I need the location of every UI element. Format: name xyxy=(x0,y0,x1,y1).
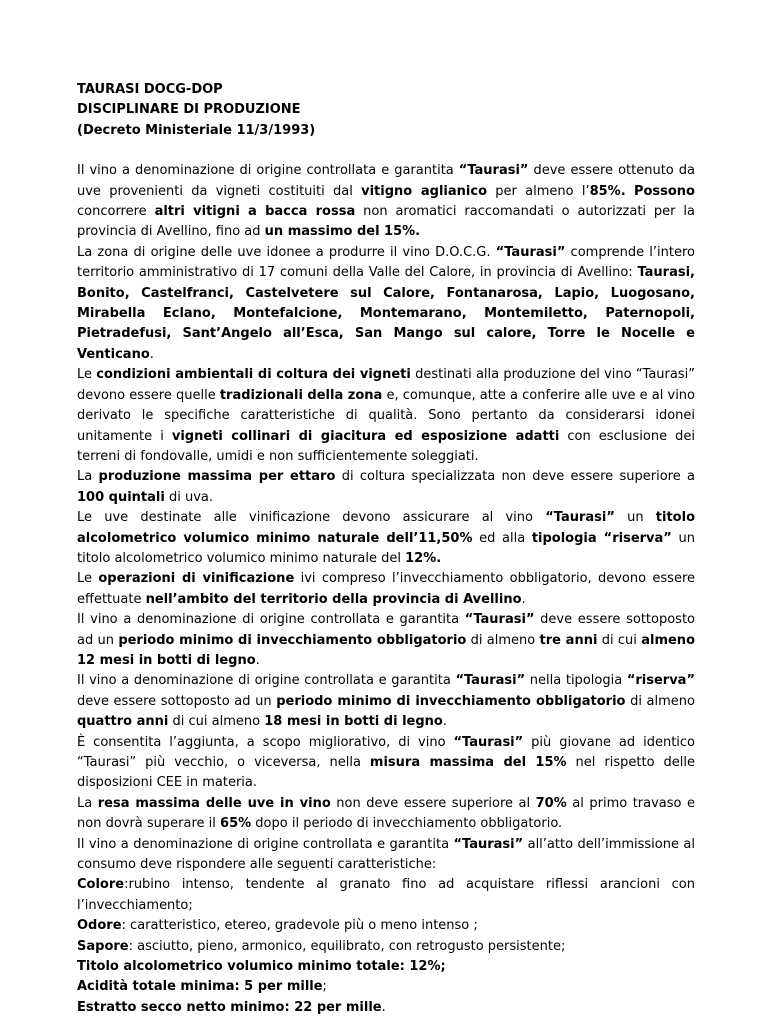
bold-text: “Taurasi” xyxy=(545,510,615,526)
paragraph xyxy=(77,977,695,997)
text-run: :rubino intenso, tendente al granato fino ad acquistare riflessi arancioni con l’invecchiamento; xyxy=(77,877,695,913)
paragraph xyxy=(77,671,695,732)
bold-text: produzione massima per ettaro xyxy=(98,469,336,485)
text-run: al primo travaso e non dovrà superare il xyxy=(77,795,696,832)
paragraph xyxy=(77,161,695,243)
text-run: . xyxy=(255,652,260,668)
bold-text: periodo minimo di invecchiamento obbligatorio xyxy=(276,693,626,709)
bold-text: tradizionali della zona xyxy=(219,387,383,403)
document-subtitle: DISCIPLINARE DI PRODUZIONE xyxy=(77,102,301,118)
paragraph xyxy=(77,875,695,916)
paragraph xyxy=(77,835,695,876)
bold-text: 12%. xyxy=(405,550,442,566)
text-run: Le uve destinate alle vinificazione devono assicurare al vino xyxy=(77,510,546,526)
bold-text: resa massima delle uve in vino xyxy=(97,795,331,811)
bold-text: Sapore xyxy=(77,938,129,954)
bold-text: Odore xyxy=(77,918,122,934)
text-run: per almeno l’ xyxy=(487,183,590,199)
text-run: un titolo alcolometrico volumico minimo naturale del xyxy=(77,530,695,566)
bold-text: misura massima del 15% xyxy=(369,755,567,770)
bold-text: 65% xyxy=(220,816,252,832)
decree-reference: (Decreto Ministeriale 11/3/1993) xyxy=(77,122,316,138)
paragraph xyxy=(77,916,695,936)
text-run: deve essere ottenuto da uve provenienti da vigneti costituiti dal xyxy=(77,163,695,199)
text-run: ivi compreso l’invecchiamento obbligatorio, devono essere effettuate xyxy=(77,571,696,607)
paragraph xyxy=(77,508,695,569)
bold-text: nell’ambito del territorio della provincia di Avellino xyxy=(145,591,522,607)
document-title: TAURASI DOCG-DOP xyxy=(77,82,223,97)
bold-text: “Taurasi” xyxy=(453,734,524,750)
text-run: comprende l’intero territorio amministrativo di 17 comuni della Valle del Calore, in provincia di Avellino: xyxy=(77,244,695,281)
bold-text: tipologia “riserva” xyxy=(531,530,672,546)
text-run: di cui almeno xyxy=(168,714,265,730)
bold-text: operazioni di vinificazione xyxy=(98,571,295,587)
paragraph xyxy=(77,937,695,957)
text-run: . xyxy=(149,346,154,362)
text-run: non aromatici raccomandati o autorizzati per la provincia di Avellino, fino ad xyxy=(77,204,695,240)
bold-text: Estratto secco netto minimo: 22 per mille xyxy=(77,999,382,1015)
bold-text: almeno 12 mesi in botti di legno xyxy=(77,632,695,668)
text-run: concorrere xyxy=(77,204,155,220)
text-run: nel rispetto delle disposizioni CEE in materia. xyxy=(77,755,695,791)
bold-text: altri vitigni a bacca rossa xyxy=(154,204,356,220)
bold-text: periodo minimo di invecchiamento obbligatorio xyxy=(118,632,467,648)
paragraph xyxy=(77,569,695,610)
text-run: . xyxy=(521,591,526,607)
text-run: . xyxy=(442,714,447,730)
text-run: La xyxy=(77,469,99,485)
text-run: ed alla xyxy=(472,530,532,546)
bold-text: 100 quintali xyxy=(77,489,165,505)
bold-text: un massimo del 15%. xyxy=(264,224,421,240)
bold-text: 70% xyxy=(535,795,567,811)
text-run: È consentita l’aggiunta, a scopo migliorativo, di vino xyxy=(77,734,454,750)
bold-text: titolo alcolometrico volumico minimo naturale dell’11,50% xyxy=(77,510,695,546)
bold-text: Taurasi, Bonito, Castelfranci, Castelvetere sul Calore, Fontanarosa, Lapio, Luogosano, Mirabella Eclano, Montefalcione, Montemarano, Montemiletto, Paternopoli, Pietradefusi, Sant’Angelo all’Esca, San Mango sul calore, Torre le Nocelle e Venticano xyxy=(77,265,695,362)
text-run xyxy=(626,184,634,199)
text-run: Le xyxy=(77,571,99,587)
bold-text: Acidità totale minima: 5 per mille xyxy=(77,979,323,995)
text-run: deve essere sottoposto ad un xyxy=(77,693,277,709)
text-run: più giovane ad identico “Taurasi” più vecchio, o viceversa, nella xyxy=(77,734,696,770)
bold-text: vigneti collinari di giacitura ed esposizione adatti xyxy=(171,428,560,444)
document-header xyxy=(77,80,695,141)
document-body xyxy=(77,161,695,1018)
paragraph xyxy=(77,733,695,794)
bold-text: “Taurasi” xyxy=(455,673,526,689)
text-run: un xyxy=(614,510,656,526)
text-run: deve essere sottoposto ad un xyxy=(77,612,695,648)
text-run: La xyxy=(77,795,98,811)
text-run: di almeno xyxy=(625,693,695,709)
paragraph xyxy=(77,365,695,467)
text-run: ; xyxy=(322,979,327,995)
bold-text: tre anni xyxy=(539,632,598,648)
document-page xyxy=(77,80,695,1018)
text-run: : caratteristico, etereo, gradevole più o meno intenso ; xyxy=(121,918,478,934)
paragraph xyxy=(77,243,695,365)
text-run: non deve essere superiore al xyxy=(330,795,536,811)
bold-text: quattro anni xyxy=(77,714,169,730)
bold-text: Colore xyxy=(77,877,125,893)
text-run: Il vino a denominazione di origine controllata e garantita xyxy=(77,612,465,628)
paragraph xyxy=(77,794,695,835)
bold-text: vitigno aglianico xyxy=(361,183,487,199)
paragraph xyxy=(77,610,695,671)
text-run: La zona di origine delle uve idonee a produrre il vino D.O.C.G. xyxy=(77,244,496,260)
text-run: Le xyxy=(77,367,97,383)
bold-text: Possono xyxy=(633,183,695,199)
bold-text: “riserva” xyxy=(626,673,695,689)
bold-text: “Taurasi” xyxy=(458,163,529,179)
text-run: e, comunque, atte a conferire alle uve e al vino derivato le specifiche caratteristiche di qualità. Sono pertanto da considerarsi idonei unitamente i xyxy=(77,387,696,444)
text-run: destinati alla produzione del vino “Taurasi” devono essere quelle xyxy=(77,367,695,403)
text-run: . xyxy=(381,999,386,1015)
paragraph xyxy=(77,957,695,977)
bold-text: “Taurasi” xyxy=(464,612,535,628)
text-run: nella tipologia xyxy=(525,673,627,689)
bold-text: condizioni ambientali di coltura dei vigneti xyxy=(96,367,411,383)
text-run: : asciutto, pieno, armonico, equilibrato, con retrogusto persistente; xyxy=(128,938,566,954)
text-run: di coltura specializzata non deve essere superiore a xyxy=(335,469,695,485)
text-run: Il vino a denominazione di origine controllata e garantita xyxy=(77,163,459,179)
text-run: con esclusione dei terreni di fondovalle, umidi e non sufficientemente soleggiati. xyxy=(77,428,695,464)
text-run: Il vino a denominazione di origine controllata e garantita xyxy=(77,673,456,689)
text-run: di cui xyxy=(597,632,642,648)
paragraph xyxy=(77,998,695,1018)
text-run: all’atto dell’immissione al consumo deve rispondere alle seguenti caratteristiche: xyxy=(77,836,695,873)
bold-text: Titolo alcolometrico volumico minimo totale: 12%; xyxy=(77,959,446,975)
bold-text: 85%. xyxy=(589,183,626,199)
text-run: Il vino a denominazione di origine controllata e garantita xyxy=(77,836,454,852)
text-run: di uva. xyxy=(164,489,214,505)
bold-text: “Taurasi” xyxy=(495,244,566,260)
bold-text: 18 mesi in botti di legno xyxy=(264,714,443,730)
text-run: dopo il periodo di invecchiamento obbligatorio. xyxy=(251,816,563,832)
paragraph xyxy=(77,467,695,508)
text-run: di almeno xyxy=(466,632,540,648)
bold-text: “Taurasi” xyxy=(453,836,524,852)
